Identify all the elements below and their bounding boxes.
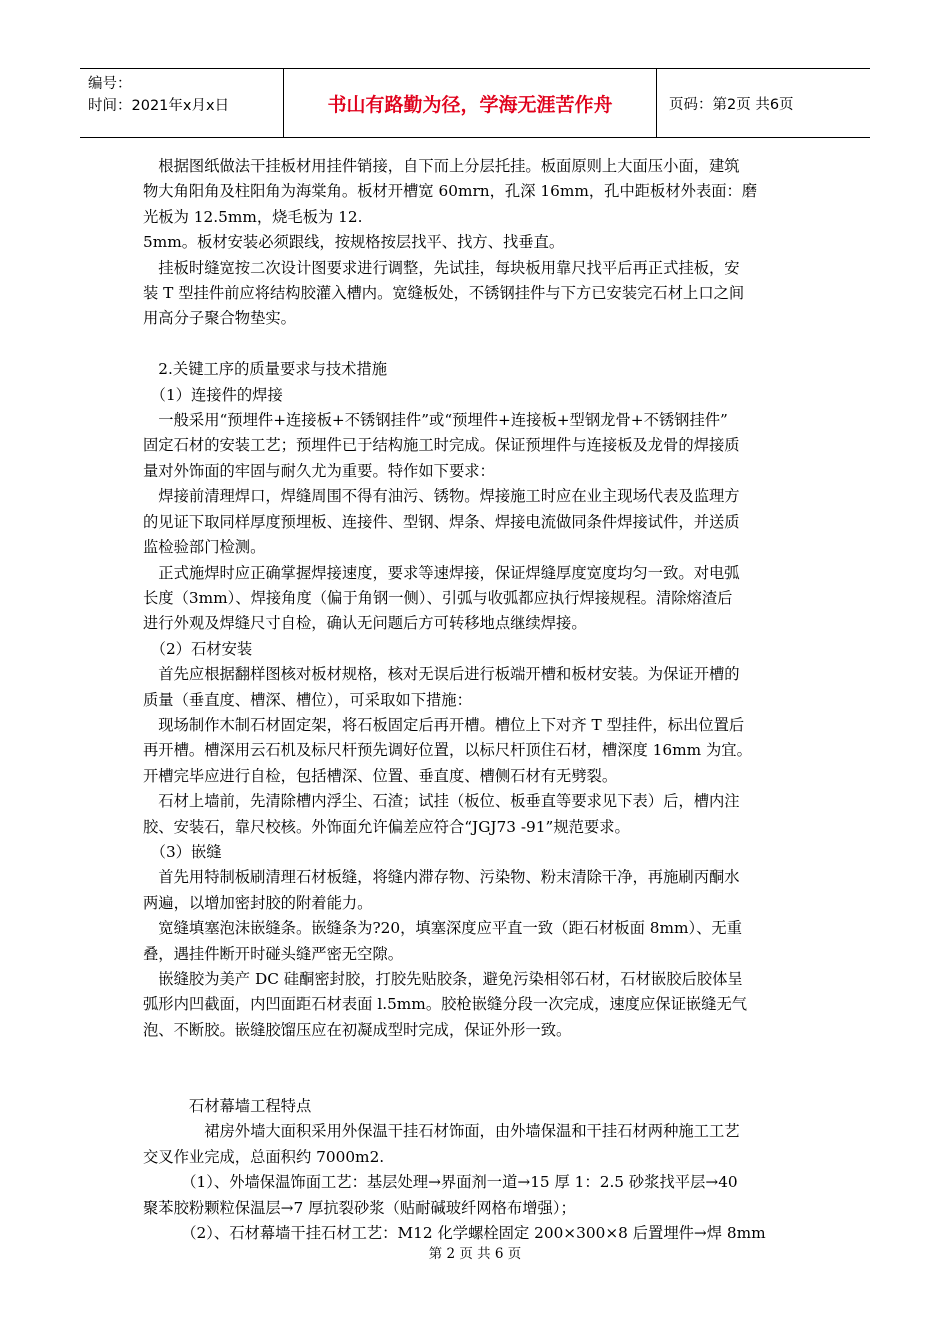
text-line: 根据图纸做法干挂板材用挂件销接，自下而上分层托挂。板面原则上大面压小面，建筑 xyxy=(143,157,740,175)
header-meta xyxy=(80,69,284,137)
text-line: 监检验部门检测。 xyxy=(143,538,266,557)
text-line: 焊接前清理焊口，焊缝周围不得有油污、锈物。焊接施工时应在业主现场代表及监理方 xyxy=(143,487,740,506)
text-line: 量对外饰面的牢固与耐久尤为重要。特作如下要求： xyxy=(143,461,495,480)
text-line: 开槽完毕应进行自检，包括槽深、位置、垂直度、槽侧石材有无劈裂。 xyxy=(143,766,618,785)
text-line: 进行外观及焊缝尺寸自检，确认无问题后方可转移地点继续焊接。 xyxy=(143,614,587,633)
header-motto: 书山有路勤为径，学海无涯苦作舟 xyxy=(284,69,657,137)
text-line: （2）石材安装 xyxy=(143,639,253,658)
blank-line xyxy=(143,1043,810,1068)
text-line: 嵌缝胶为美产 DC 硅酮密封胶，打胶先贴胶条，避免污染相邻石材，石材嵌胶后胶体呈 xyxy=(143,970,743,988)
text-line: 石材幕墙工程特点 xyxy=(143,1097,312,1116)
text-line: 光板为 12.5mm，烧毛板为 12. xyxy=(143,207,363,226)
header-table xyxy=(80,68,870,138)
text-line: 泡、不断胶。嵌缝胶馏压应在初凝成型时完成，保证外形一致。 xyxy=(143,1020,572,1039)
text-line: 聚苯胶粉颗粒保温层→7 厚抗裂砂浆（贴耐碱玻纤网格布增强）； xyxy=(143,1198,576,1217)
text-line: 的见证下取同样厚度预埋板、连接件、型钢、焊条、焊接电流做同条件焊接试件，并送质 xyxy=(143,512,740,531)
blank-line xyxy=(143,332,810,357)
date-label: 时间：2021年x月x日 xyxy=(88,98,230,114)
text-line: 两遍，以增加密封胶的附着能力。 xyxy=(143,893,373,912)
text-line: 物大角阳角及柱阳角为海棠角。板材开槽宽 60mrn，孔深 16mm，孔中距板材外表面：磨 xyxy=(143,182,758,201)
text-line: 胶、安装石，靠尺校核。外饰面允许偏差应符合“JGJ73 -91”规范要求。 xyxy=(143,817,630,836)
text-line: 装 T 型挂件前应将结构胶灌入槽内。宽缝板处，不锈钢挂件与下方已安装完石材上口之间 xyxy=(143,284,745,303)
text-line: 正式施焊时应正确掌握焊接速度，要求等速焊接，保证焊缝厚度宽度均匀一致。对电弧 xyxy=(143,563,740,582)
text-line: 再开槽。槽深用云石机及标尺杆预先调好位置，以标尺杆顶住石材，槽深度 16mm 为宜。 xyxy=(143,741,752,760)
text-line: （3）嵌缝 xyxy=(143,842,222,861)
text-line: 一般采用“预埋件+连接板+不锈钢挂件”或“预埋件+连接板+型钢龙骨+不锈钢挂件” xyxy=(143,411,728,430)
text-line: 交叉作业完成，总面积约 7000m2. xyxy=(143,1147,385,1166)
text-line: 现场制作木制石材固定架，将石板固定后再开槽。槽位上下对齐 T 型挂件，标出位置后 xyxy=(143,715,745,734)
text-line: 弧形内凹截面，内凹面距石材表面 l.5mm。胶枪嵌缝分段一次完成，速度应保证嵌缝无气 xyxy=(143,995,748,1014)
text-line: （2）、石材幕墙干挂石材工艺：M12 化学螺栓固定 200×300×8 后置埋件→焊 8mm xyxy=(143,1224,766,1243)
text-line: 石材上墙前，先清除槽内浮尘、石渣；试挂（板位、板垂直等要求见下表）后，槽内注 xyxy=(143,792,740,811)
document-body xyxy=(143,154,810,1246)
header-page-info: 页码：第2页 共6页 xyxy=(669,96,794,113)
text-line: 固定石材的安装工艺；预埋件已于结构施工时完成。保证预埋件与连接板及龙骨的焊接质 xyxy=(143,436,740,455)
blank-line xyxy=(143,1069,810,1094)
text-line: 用高分子聚合物垫实。 xyxy=(143,309,296,328)
text-line: 裙房外墙大面积采用外保温干挂石材饰面，由外墙保温和干挂石材两种施工工艺 xyxy=(143,1122,740,1141)
text-line: 质量（垂直度、槽深、槽位），可采取如下措施： xyxy=(143,690,472,709)
text-line: （1）连接件的焊接 xyxy=(143,385,283,404)
text-line: 宽缝填塞泡沫嵌缝条。嵌缝条为?20，填塞深度应平直一致（距石材板面 8mm）、无重 xyxy=(143,919,743,938)
text-line: 5mm。板材安装必须跟线，按规格按层找平、找方、找垂直。 xyxy=(143,233,565,252)
page-footer: 第 2 页 共 6 页 xyxy=(428,1246,522,1262)
text-line: 叠，遇挂件断开时碰头缝严密无空隙。 xyxy=(143,944,404,963)
text-line: 首先应根据翻样图核对板材规格，核对无误后进行板端开槽和板材安装。为保证开槽的 xyxy=(143,665,740,684)
text-line: 长度（3mm）、焊接角度（偏于角钢一侧）、引弧与收弧都应执行焊接规程。清除熔渣后 xyxy=(143,588,733,607)
code-label: 编号： xyxy=(88,76,132,92)
text-line: 挂板时缝宽按二次设计图要求进行调整，先试挂，每块板用靠尺找平后再正式挂板，安 xyxy=(143,258,740,277)
text-line: （1）、外墙保温饰面工艺：基层处理→界面剂一道→15 厚 1：2.5 砂浆找平层→40 xyxy=(143,1173,738,1192)
text-line: 2.关键工序的质量要求与技术措施 xyxy=(143,360,388,379)
text-line: 首先用特制板刷清理石材板缝，将缝内滞存物、污染物、粉末清除干净，再施刷丙酮水 xyxy=(143,868,740,887)
